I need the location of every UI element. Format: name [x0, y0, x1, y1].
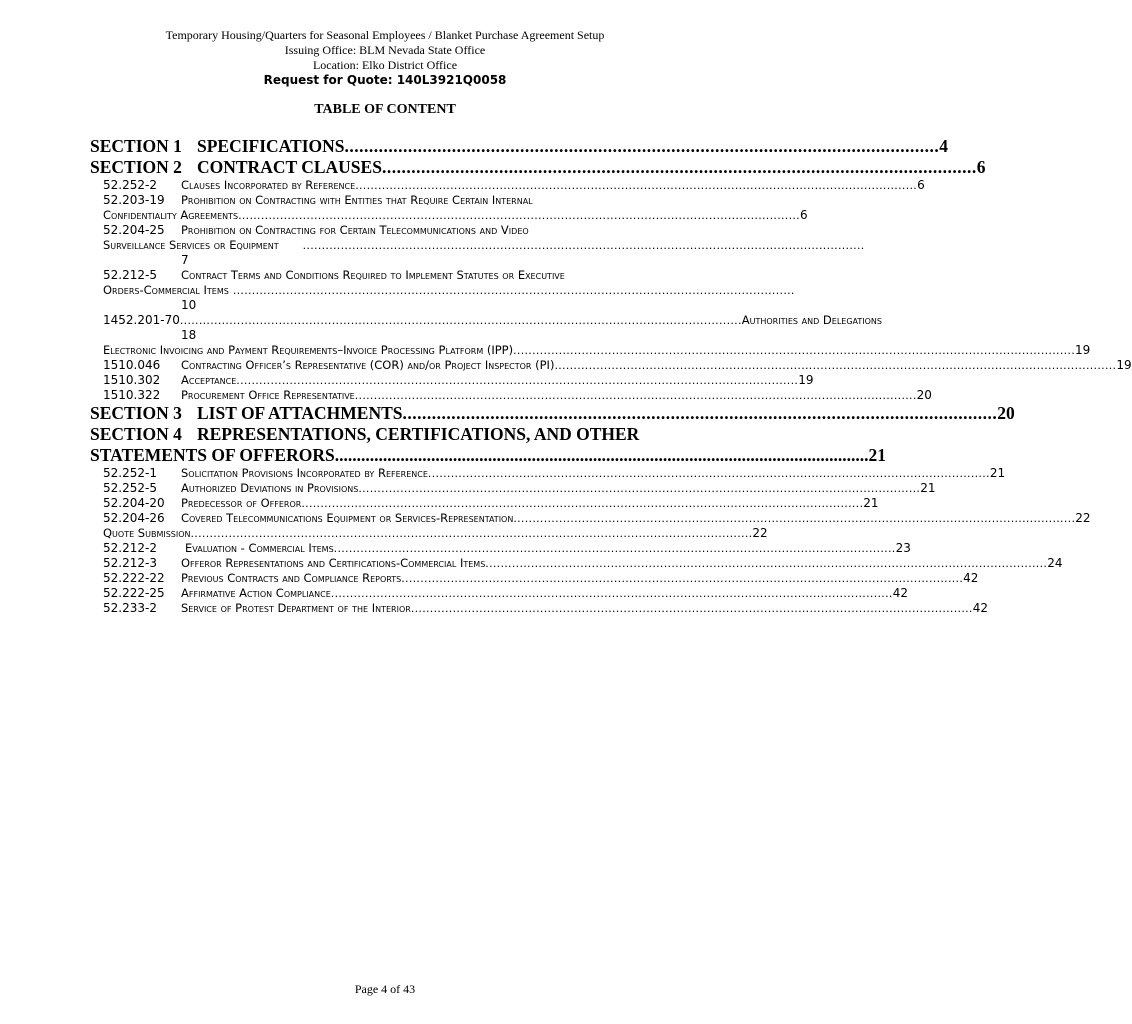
dot-leader: ....................................................................................................................................................: [401, 572, 964, 585]
clause-number: 52.204-25: [103, 223, 165, 237]
clause-page: 24: [1047, 556, 1063, 570]
clause-page: 6: [799, 208, 808, 222]
clause-title: Prohibition on Contracting with Entities that Require Certain Internal: [181, 193, 533, 207]
toc-item[interactable]: [103, 526, 768, 541]
toc-item[interactable]: [103, 511, 1091, 526]
dot-leader: ..........................................................................................................................: [381, 157, 977, 177]
toc-item[interactable]: [103, 601, 988, 616]
clause-page: 20: [916, 388, 932, 402]
section-number: SECTION 2: [90, 157, 182, 177]
clause-number: 1510.322: [103, 388, 161, 402]
clause-page: 7: [181, 253, 189, 267]
dot-leader: ....................................................................................................................................................: [513, 512, 1076, 525]
clause-page: 19: [798, 373, 814, 387]
section-number: SECTION 1: [90, 136, 182, 156]
dot-leader: ....................................................................................................................................................: [333, 542, 896, 555]
clause-number: 52.204-20: [103, 496, 165, 510]
section-title: SPECIFICATIONS: [197, 136, 345, 156]
clause-title: Contracting Officer’s Representative (COR) and/or Project Inspector (PI): [181, 358, 555, 372]
header-location: Location: Elko District Office: [312, 58, 458, 72]
clause-title: Procurement Office Representative: [181, 388, 355, 402]
section-title: LIST OF ATTACHMENTS: [197, 403, 403, 423]
section-page: 21: [868, 445, 886, 465]
toc-item[interactable]: [103, 388, 932, 403]
clause-number: 52.212-3: [103, 556, 157, 570]
clause-page: 22: [752, 526, 768, 540]
clause-number: 1510.302: [103, 373, 161, 387]
toc-item[interactable]: [103, 571, 979, 586]
toc-item[interactable]: [103, 541, 911, 556]
toc-title: TABLE OF CONTENT: [314, 102, 456, 117]
dot-leader: ....................................................................................................................................................: [302, 239, 865, 252]
section-page: 20: [997, 403, 1015, 423]
clause-title: Authorities and Delegations: [741, 313, 882, 327]
clause-page: 21: [989, 466, 1006, 480]
dot-leader: ....................................................................................................................................................: [190, 527, 753, 540]
dot-leader: ..........................................................................................................................: [334, 445, 869, 465]
clause-number: 52.212-2: [103, 541, 157, 555]
toc-item[interactable]: [103, 373, 814, 388]
clause-title: Contract Terms and Conditions Required to Implement Statutes or Executive: [181, 268, 565, 282]
clause-title: Predecessor of Offeror: [181, 496, 302, 510]
toc-section-3[interactable]: [90, 403, 1015, 424]
toc-item[interactable]: [103, 268, 795, 313]
dot-leader: ....................................................................................................................................................: [355, 179, 918, 192]
dot-leader: ....................................................................................................................................................: [354, 389, 917, 402]
clause-page: 18: [181, 328, 197, 342]
toc-item[interactable]: [103, 193, 808, 223]
clause-title-continued: Orders-Commercial Items: [103, 283, 229, 297]
section-2-items: [90, 178, 1132, 403]
toc-item[interactable]: [103, 358, 1132, 373]
section-page: 4: [939, 136, 948, 156]
clause-number: 52.212-5: [103, 268, 157, 282]
dot-leader: ....................................................................................................................................................: [236, 374, 799, 387]
header-issuing-office: Issuing Office: BLM Nevada State Office: [284, 43, 486, 57]
clause-title: Evaluation - Commercial Items: [185, 541, 334, 555]
dot-leader: ....................................................................................................................................................: [513, 344, 1076, 357]
dot-leader: ....................................................................................................................................................: [410, 602, 973, 615]
clause-number: 52.222-22: [103, 571, 165, 585]
clause-number: 52.252-2: [103, 178, 157, 192]
section-page: 6: [976, 157, 986, 177]
section-title: CONTRACT CLAUSES: [197, 157, 382, 177]
toc-section-4[interactable]: [90, 424, 886, 466]
clause-page: 19: [1075, 343, 1091, 357]
clause-title: Covered Telecommunications Equipment or Services-Representation: [181, 511, 514, 525]
toc-item[interactable]: [103, 466, 1006, 481]
section-title-continued: STATEMENTS OF OFFERORS: [90, 445, 335, 465]
clause-page: 23: [895, 541, 911, 555]
clause-title: Prohibition on Contracting for Certain Telecommunications and Video: [181, 223, 529, 237]
header-title: Temporary Housing/Quarters for Seasonal Employees / Blanket Purchase Agreement Setup: [165, 28, 605, 42]
toc-item[interactable]: [103, 313, 882, 343]
clause-page: 22: [1075, 511, 1091, 525]
toc-section-1[interactable]: [90, 136, 948, 157]
toc-item[interactable]: [103, 496, 879, 511]
toc-item[interactable]: [103, 343, 1091, 358]
clause-number: 52.233-2: [103, 601, 157, 615]
clause-number: 52.252-5: [103, 481, 157, 495]
clause-number: 52.222-25: [103, 586, 165, 600]
clause-title: Solicitation Provisions Incorporated by Reference: [181, 466, 428, 480]
toc-item[interactable]: [103, 556, 1063, 571]
section-number: SECTION 4: [90, 424, 182, 444]
clause-title: Quote Submission: [103, 526, 191, 540]
clause-title-continued: Surveillance Services or Equipment: [103, 238, 279, 252]
toc-section-2[interactable]: [90, 157, 986, 178]
clause-title: Offeror Representations and Certifications-Commercial Items: [181, 556, 486, 570]
clause-title-continued: Confidentiality Agreements: [103, 208, 239, 222]
clause-page: 21: [863, 496, 879, 510]
clause-page: 10: [181, 298, 197, 312]
clause-title: Clauses Incorporated by Reference: [181, 178, 356, 192]
dot-leader: ..........................................................................................................................: [402, 403, 998, 423]
clause-page: 19: [1116, 358, 1132, 372]
clause-page: 21: [920, 481, 936, 495]
section-number: SECTION 3: [90, 403, 182, 423]
clause-title: Electronic Invoicing and Payment Requirements–Invoice Processing Platform (IPP): [103, 343, 514, 357]
dot-leader: ....................................................................................................................................................: [485, 557, 1048, 570]
table-of-contents: [90, 136, 1132, 616]
document-header: [0, 28, 770, 88]
clause-title: Acceptance: [181, 373, 237, 387]
clause-page: 42: [963, 571, 979, 585]
clause-number: 52.204-26: [103, 511, 165, 525]
clause-number: 1510.046: [103, 358, 161, 372]
dot-leader: ....................................................................................................................................................: [358, 482, 921, 495]
clause-page: 42: [892, 586, 908, 600]
dot-leader: ....................................................................................................................................................: [179, 314, 742, 327]
dot-leader: ....................................................................................................................................................: [427, 467, 990, 480]
toc-item[interactable]: [103, 586, 908, 601]
toc-item[interactable]: [103, 223, 865, 268]
clause-title: Previous Contracts and Compliance Reports: [181, 571, 402, 585]
clause-number: 52.203-19: [103, 193, 165, 207]
header-rfq-number: Request for Quote: 140L3921Q0058: [263, 73, 507, 87]
page-number: Page 4 of 43: [354, 982, 416, 996]
clause-page: 6: [917, 178, 925, 192]
section-title: REPRESENTATIONS, CERTIFICATIONS, AND OTHER: [197, 424, 640, 444]
dot-leader: ....................................................................................................................................................: [301, 497, 864, 510]
dot-leader: ..........................................................................................................................: [344, 136, 940, 156]
clause-number: 1452.201-70: [103, 313, 180, 327]
toc-item[interactable]: [103, 178, 925, 193]
dot-leader: ....................................................................................................................................................: [232, 284, 795, 297]
section-4-items: [90, 466, 1091, 616]
dot-leader: ....................................................................................................................................................: [330, 587, 893, 600]
toc-item[interactable]: [103, 481, 936, 496]
clause-number: 52.252-1: [103, 466, 157, 480]
clause-page: 42: [972, 601, 988, 615]
dot-leader: ....................................................................................................................................................: [554, 359, 1117, 372]
clause-title: Service of Protest Department of the Interior: [181, 601, 411, 615]
dot-leader: ....................................................................................................................................................: [238, 209, 800, 222]
clause-title: Authorized Deviations in Provisions: [181, 481, 359, 495]
clause-title: Affirmative Action Compliance: [181, 586, 331, 600]
